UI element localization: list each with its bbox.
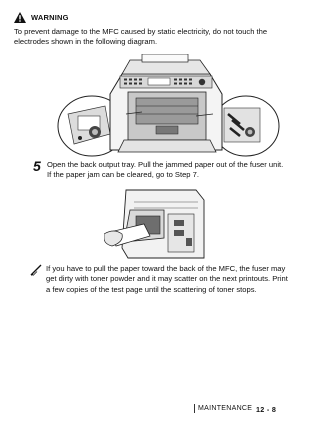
footer-section: MAINTENANCE xyxy=(198,405,253,412)
footer-divider xyxy=(194,404,195,413)
step-text: Open the back output tray. Pull the jammed paper out of the fuser unit. If the paper jam can be cleared, go to Step 7. xyxy=(47,160,284,180)
step-number: 5 xyxy=(33,158,41,174)
warning-header xyxy=(14,10,69,24)
footer-page-number: 12 - 8 xyxy=(256,405,277,414)
warning-text: To prevent damage to the MFC caused by static electricity, do not touch the electrodes shown in the following diagram. xyxy=(14,27,268,47)
note-icon xyxy=(30,264,43,276)
note-text: If you have to pull the paper toward the back of the MFC, the fuser may get dirty with toner powder and it may scatter on the next printouts. Print a few copies of the test page until the scattering of toner stops. xyxy=(46,264,288,294)
back-tray-diagram xyxy=(104,188,216,260)
warning-title: WARNING xyxy=(31,12,69,22)
electrodes-diagram xyxy=(50,54,280,157)
warning-icon xyxy=(14,12,26,23)
